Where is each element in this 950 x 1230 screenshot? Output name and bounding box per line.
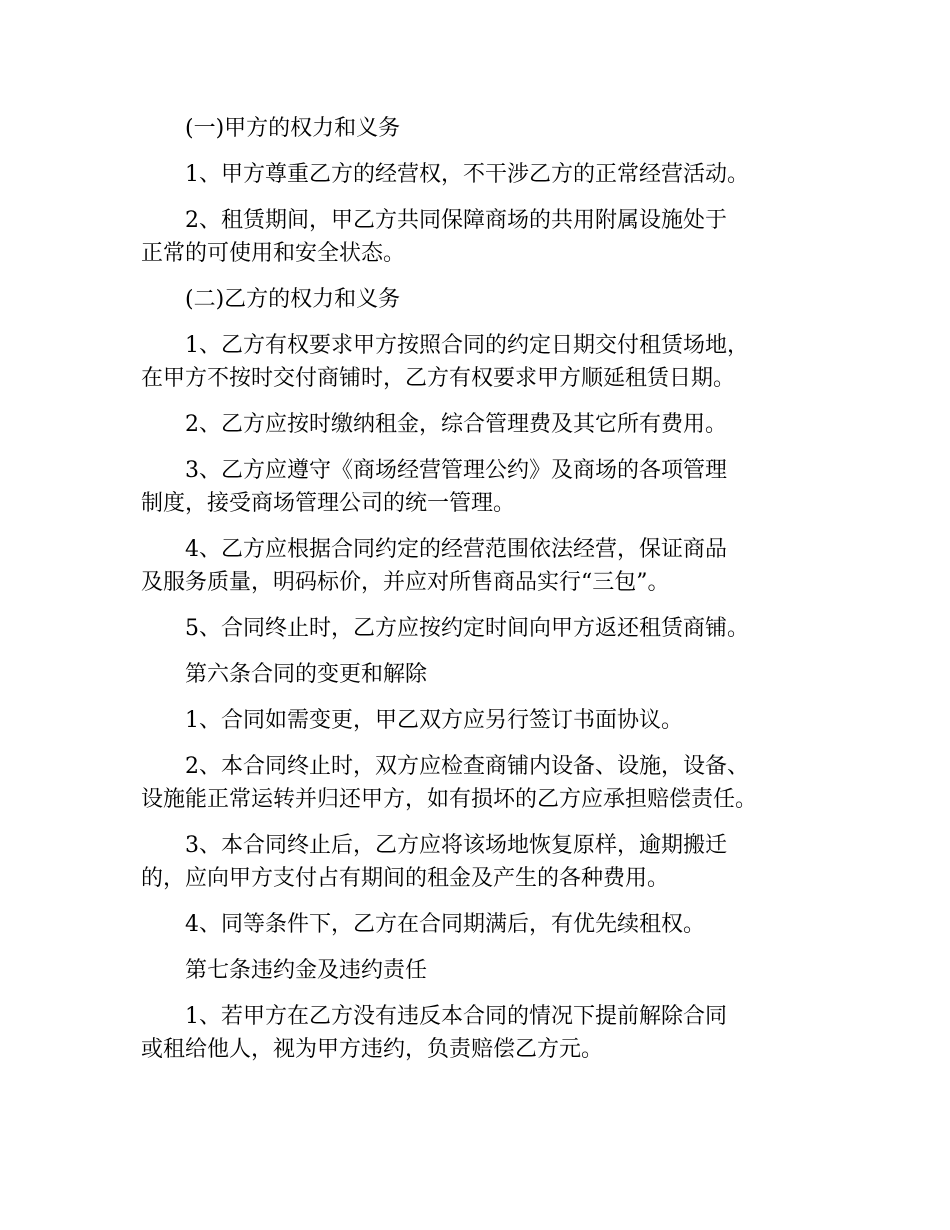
text-line: 在甲方不按时交付商铺时，乙方有权要求甲方顺延租赁日期。 [141, 366, 736, 391]
text-line: 制度，接受商场管理公司的统一管理。 [141, 491, 516, 516]
paragraph [141, 750, 831, 816]
text-line: 1、合同如需变更，甲乙双方应另行签订书面协议。 [185, 708, 683, 733]
paragraph [141, 908, 831, 941]
paragraph [141, 612, 831, 645]
text-line: 设施能正常运转并归还甲方，如有损坏的乙方应承担赔偿责任。 [141, 787, 758, 812]
text-line: 及服务质量，明码标价，并应对所售商品实行“三包”。 [141, 570, 670, 595]
text-line: 5、合同终止时，乙方应按约定时间向甲方返还租赁商铺。 [185, 616, 749, 641]
text-line: 1、若甲方在乙方没有违反本合同的情况下提前解除合同 [185, 1004, 727, 1029]
text-line: 或租给他人，视为甲方违约，负责赔偿乙方元。 [141, 1037, 604, 1062]
paragraph [141, 829, 831, 895]
paragraph [141, 408, 831, 441]
paragraph [141, 329, 831, 395]
text-line: 2、本合同终止时，双方应检查商铺内设备、设施，设备、 [185, 754, 749, 779]
text-line: 正常的可使用和安全状态。 [141, 241, 406, 266]
text-line: 1、乙方有权要求甲方按照合同的约定日期交付租赁场地， [185, 333, 749, 358]
article-heading-6 [141, 658, 831, 691]
document-body [141, 112, 831, 1079]
paragraph [141, 704, 831, 737]
text-line: 4、同等条件下，乙方在合同期满后，有优先续租权。 [185, 912, 705, 937]
section-heading-party-a [141, 112, 831, 145]
text-line: 第七条违约金及违约责任 [185, 958, 428, 983]
text-line: 2、乙方应按时缴纳租金，综合管理费及其它所有费用。 [185, 412, 727, 437]
text-line: 1、甲方尊重乙方的经营权，不干涉乙方的正常经营活动。 [185, 162, 749, 187]
paragraph [141, 454, 831, 520]
text-line: 4、乙方应根据合同约定的经营范围依法经营，保证商品 [185, 537, 727, 562]
text-line: 的，应向甲方支付占有期间的租金及产生的各种费用。 [141, 866, 670, 891]
text-line: (二)乙方的权力和义务 [185, 287, 401, 312]
paragraph [141, 1000, 831, 1066]
text-line: (一)甲方的权力和义务 [185, 116, 401, 141]
text-line: 3、乙方应遵守《商场经营管理公约》及商场的各项管理 [185, 458, 727, 483]
text-line: 3、本合同终止后，乙方应将该场地恢复原样，逾期搬迁 [185, 833, 727, 858]
paragraph [141, 533, 831, 599]
text-line: 2、租赁期间，甲乙方共同保障商场的共用附属设施处于 [185, 208, 727, 233]
section-heading-party-b [141, 283, 831, 316]
article-heading-7 [141, 954, 831, 987]
paragraph [141, 158, 831, 191]
text-line: 第六条合同的变更和解除 [185, 662, 428, 687]
paragraph [141, 204, 831, 270]
